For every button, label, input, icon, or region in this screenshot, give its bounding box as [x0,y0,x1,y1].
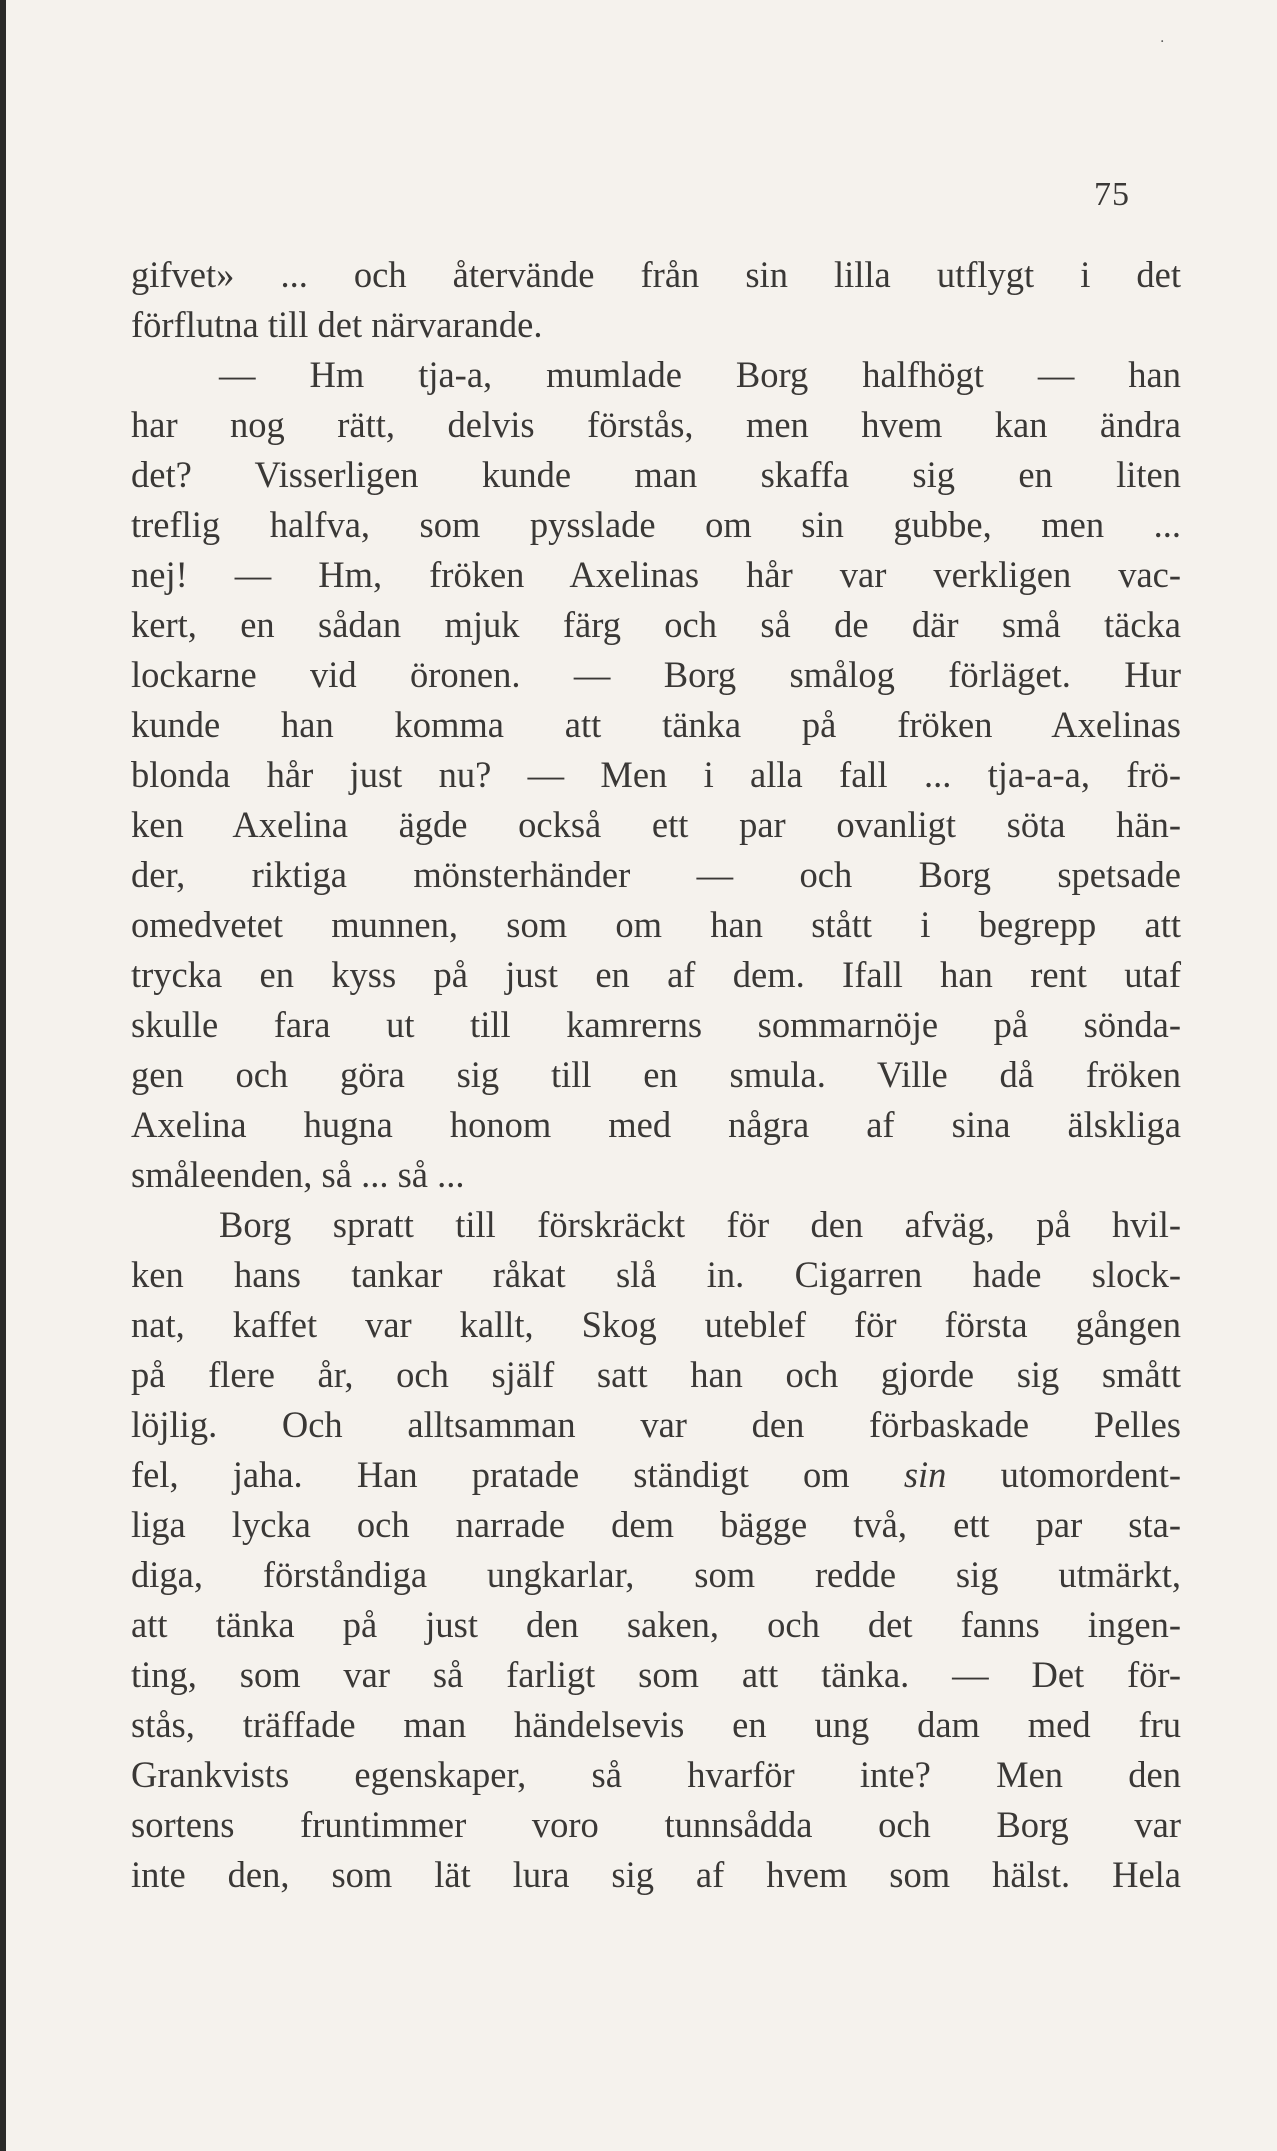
text-line: ken Axelina ägde också ett par ovanligt söta hän- [131,804,1181,845]
text-line: diga, förståndiga ungkarlar, som redde sig utmärkt, [131,1554,1181,1595]
text-line: har nog rätt, delvis förstås, men hvem kan ändra [131,404,1181,445]
text-line: trycka en kyss på just en af dem. Ifall han rent utaf [131,954,1181,995]
body-text [131,250,1181,1900]
text-line: skulle fara ut till kamrerns sommarnöje på sönda- [131,1004,1181,1045]
text-line: sortens fruntimmer voro tunnsådda och Borg var [131,1804,1181,1845]
text-line: kert, en sådan mjuk färg och så de där små täcka [131,604,1181,645]
text-line: på flere år, och själf satt han och gjorde sig smått [131,1354,1181,1395]
text-segment: fel, jaha. Han pratade ständigt om [131,1454,850,1495]
text-line: Axelina hugna honom med några af sina älskliga [131,1104,1181,1145]
text-line: blonda hår just nu? — Men i alla fall ... tja-a-a, frö- [131,754,1181,795]
text-line: gen och göra sig till en smula. Ville då fröken [131,1054,1181,1095]
text-line: att tänka på just den saken, och det fanns ingen- [131,1604,1181,1645]
text-line: kunde han komma att tänka på fröken Axelinas [131,704,1181,745]
text-line: det? Visserligen kunde man skaffa sig en liten [131,454,1181,495]
corner-mark: · [1160,34,1165,50]
page-edge [0,0,6,2151]
text-line: nat, kaffet var kallt, Skog uteblef för första gången [131,1304,1181,1345]
text-line: lockarne vid öronen. — Borg smålog förläget. Hur [131,654,1181,695]
text-line: Borg spratt till förskräckt för den afväg, på hvil- [219,1204,1181,1245]
text-line: nej! — Hm, fröken Axelinas hår var verkligen vac- [131,554,1181,595]
text-line: treflig halfva, som pysslade om sin gubbe, men ... [131,504,1181,545]
text-line: liga lycka och narrade dem bägge två, ett par sta- [131,1504,1181,1545]
text-line: småleenden, så ... så ... [131,1154,465,1195]
text-line: der, riktiga mönsterhänder — och Borg spetsade [131,854,1181,895]
text-line: gifvet» ... och återvände från sin lilla utflygt i det [131,254,1181,295]
italic-word: sin [903,1454,947,1495]
text-segment: utomordent- [1000,1454,1181,1495]
text-line: stås, träffade man händelsevis en ung dam med fru [131,1704,1181,1745]
text-line: förflutna till det närvarande. [131,304,543,345]
text-line: ken hans tankar råkat slå in. Cigarren hade slock- [131,1254,1181,1295]
page-number: 75 [1094,176,1130,213]
text-line: omedvetet munnen, som om han stått i begrepp att [131,904,1181,945]
text-line: ting, som var så farligt som att tänka. — Det för- [131,1654,1181,1695]
text-line: Grankvists egenskaper, så hvarför inte? Men den [131,1754,1181,1795]
text-line: — Hm tja-a, mumlade Borg halfhögt — han [219,354,1181,395]
text-line: löjlig. Och alltsamman var den förbaskade Pelles [131,1404,1181,1445]
text-line-mixed [131,1450,1181,1500]
text-line: inte den, som lät lura sig af hvem som hälst. Hela [131,1854,1181,1895]
